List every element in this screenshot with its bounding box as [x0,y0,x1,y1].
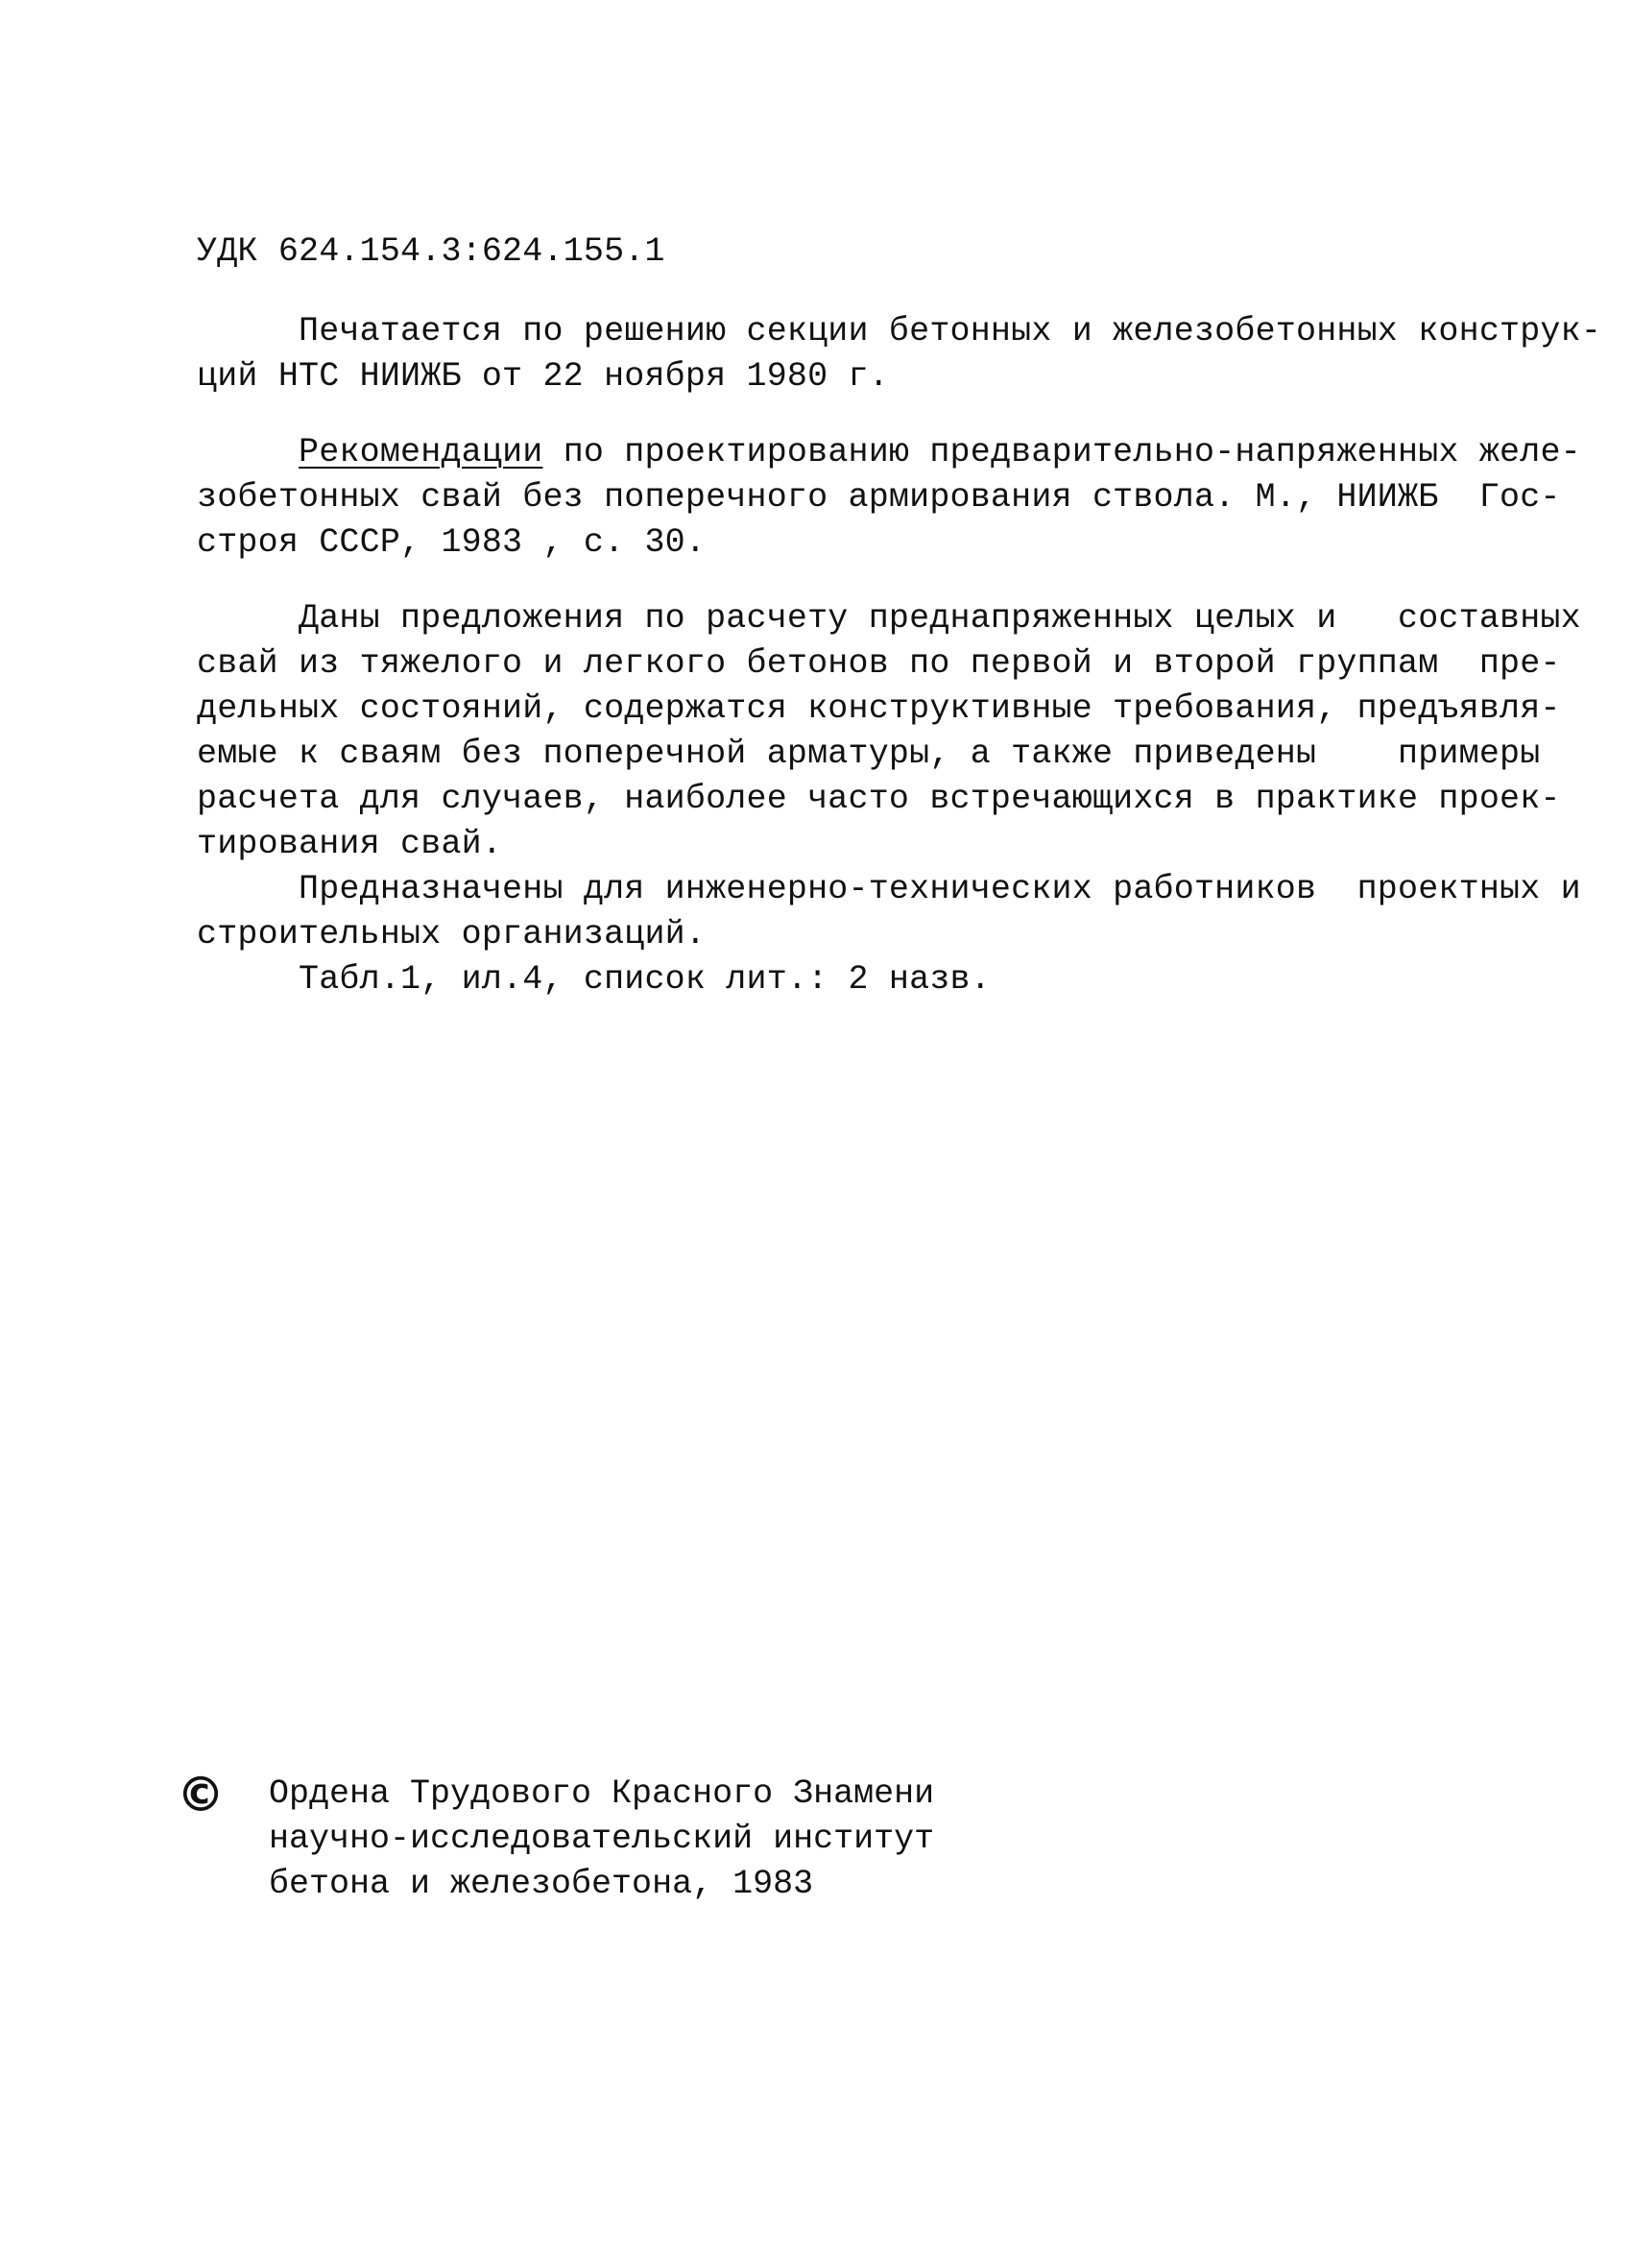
citation-line-2: зобетонных свай без поперечного армирования ствола. М., НИИЖБ Гос- [197,478,1561,517]
decision-line-1: Печатается по решению секции бетонных и железобетонных конструк- [197,312,1602,350]
abstract-line-1: Даны предложения по расчету преднапряженных целых и составных [197,599,1581,638]
publication-decision [197,309,1602,399]
citation-line-1-rest: по проектированию предварительно-напряженных желе- [542,433,1581,471]
udk-code: УДК 624.154.3:624.155.1 [197,232,665,271]
decision-line-2: ций НТС НИИЖБ от 22 ноября 1980 г. [197,357,889,396]
publisher-line-1: Ордена Трудового Красного Знамени [269,1774,935,1813]
citation-title-word: Рекомендации [299,433,543,471]
abstract-line-4: емые к сваям без поперечной арматуры, а также приведены примеры [197,735,1541,773]
abstract-line-7: Предназначены для инженерно-технических работников проектных и [197,870,1581,908]
publisher-notice [269,1771,934,1906]
publisher-line-3: бетона и железобетона, 1983 [269,1865,814,1903]
abstract [197,596,1581,1002]
abstract-line-2: свай из тяжелого и легкого бетонов по первой и второй группам пре- [197,644,1561,683]
copyright-icon: © [177,1767,225,1822]
abstract-line-3: дельных состояний, содержатся конструктивные требования, предъявля- [197,689,1561,728]
abstract-line-9: Табл.1, ил.4, список лит.: 2 назв. [197,960,991,999]
abstract-line-8: строительных организаций. [197,915,707,953]
citation-line-1 [197,430,1581,475]
bibliographic-citation [197,430,1581,566]
publisher-line-2: научно-исследовательский институт [269,1820,935,1858]
citation-line-3: строя СССР, 1983 , с. 30. [197,523,707,562]
abstract-line-5: расчета для случаев, наиболее часто встречающихся в практике проек- [197,780,1561,818]
abstract-line-6: тирования свай. [197,825,503,863]
